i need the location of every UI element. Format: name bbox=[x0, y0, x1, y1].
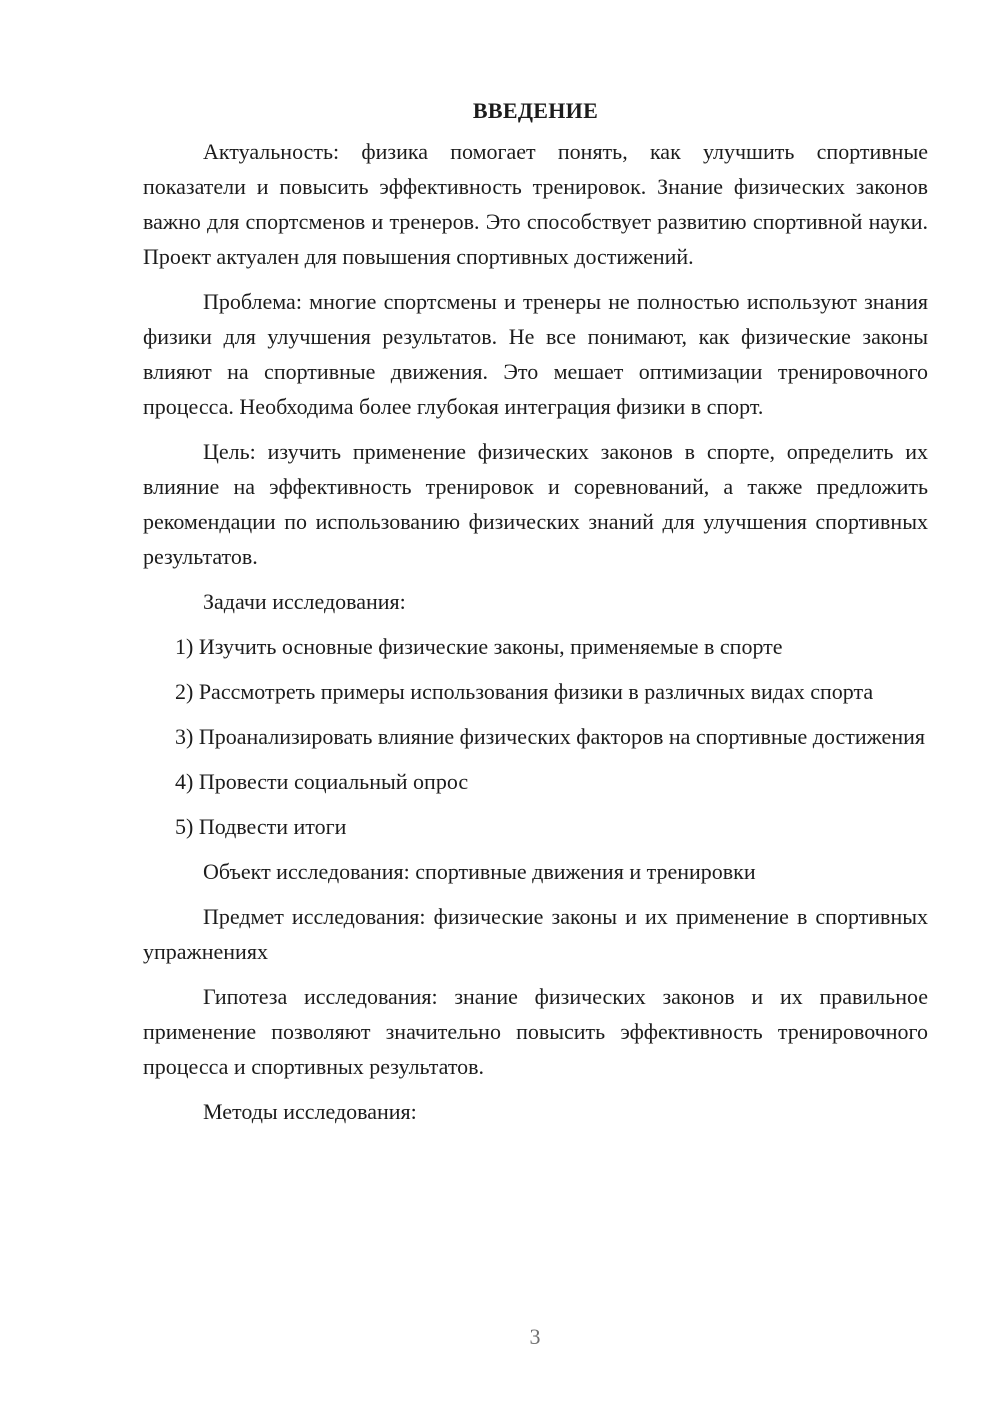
page-number: 3 bbox=[529, 1324, 541, 1349]
problem-paragraph: Проблема: многие спортсмены и тренеры не полностью используют знания физики для улучшения результатов. Не все понимают, как физические законы влияют на спортивные движения. Это мешает оптимизации тренировочного процесса. Необходима более глубокая интеграция физики в спорт. bbox=[143, 289, 928, 419]
list-item: 1) Изучить основные физические законы, применяемые в спорте bbox=[175, 634, 783, 659]
list-item: 2) Рассмотреть примеры использования физики в различных видах спорта bbox=[175, 679, 874, 704]
list-item: 5) Подвести итоги bbox=[175, 814, 347, 839]
tasks-list bbox=[143, 629, 928, 844]
tasks-heading: Задачи исследования: bbox=[203, 589, 406, 614]
actuality-paragraph: Актуальность: физика помогает понять, как улучшить спортивные показатели и повысить эффективность тренировок. Знание физических законов важно для спортсменов и тренеров. Это способствует развитию спортивной науки. Проект актуален для повышения спортивных достижений. bbox=[143, 139, 928, 269]
list-item: 3) Проанализировать влияние физических факторов на спортивные достижения bbox=[175, 724, 925, 749]
goal-paragraph: Цель: изучить применение физических законов в спорте, определить их влияние на эффективность тренировок и соревнований, а также предложить рекомендации по использованию физических знаний для улучшения спортивных результатов. bbox=[143, 439, 928, 569]
list-item: 4) Провести социальный опрос bbox=[175, 769, 469, 794]
page-content bbox=[143, 93, 928, 1129]
methods-heading: Методы исследования: bbox=[203, 1099, 417, 1124]
hypothesis-paragraph: Гипотеза исследования: знание физических законов и их правильное применение позволяют значительно повысить эффективность тренировочного процесса и спортивных результатов. bbox=[143, 984, 928, 1079]
subject-paragraph: Предмет исследования: физические законы и их применение в спортивных упражнениях bbox=[143, 904, 928, 964]
object-paragraph: Объект исследования: спортивные движения и тренировки bbox=[203, 859, 756, 884]
page-title: ВВЕДЕНИЕ bbox=[472, 98, 599, 123]
